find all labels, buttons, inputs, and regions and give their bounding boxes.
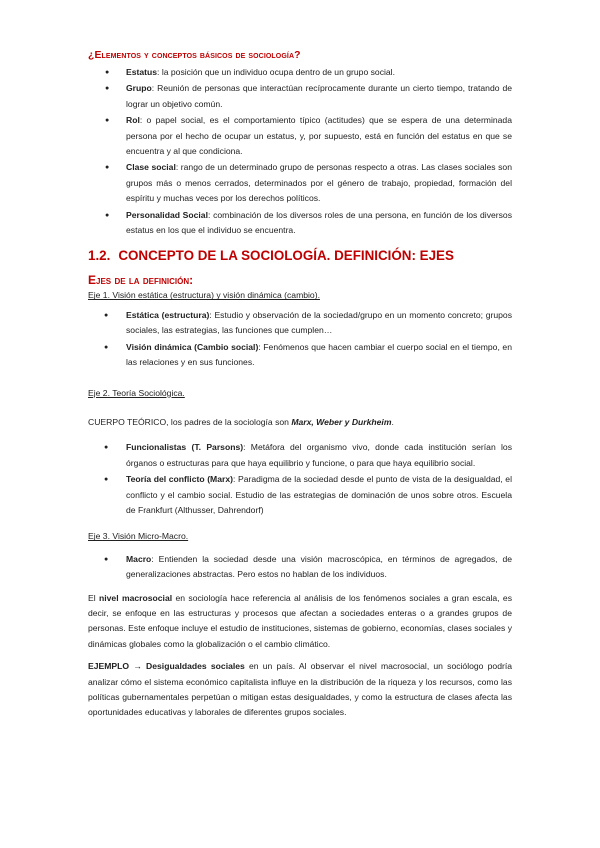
eje2-intro: CUERPO TEÓRICO, los padres de la sociología son Marx, Weber y Durkheim. xyxy=(88,416,394,427)
list-item: ● Estatus: la posición que un individuo ocupa dentro de un grupo social. xyxy=(88,65,512,80)
term: Personalidad Social xyxy=(126,209,208,220)
eje-heading: Eje 1. Visión estática (estructura) y visión dinámica (cambio). xyxy=(88,290,320,301)
definition: o papel social, es el comportamiento típico (actitudes) que se espera de una determinada persona por el hecho de ocupar un estatus, y, por supuesto, está en función del estatus en que se encuentra y al que condiciona. xyxy=(126,115,512,157)
term: Teoría del conflicto (Marx) xyxy=(126,474,233,485)
founders-names: Marx, Weber y Durkheim xyxy=(291,416,392,427)
definition: : Metáfora del organismo vivo, donde cada institución serían los órganos o estructuras para que haya equilibrio y funcione, o para que haya equilibrio social. xyxy=(126,442,513,468)
eje3-list xyxy=(88,552,512,583)
list-item xyxy=(88,472,512,518)
eje-heading: Eje 3. Visión Micro-Macro. xyxy=(88,531,189,542)
definition: rango de un determinado grupo de personas respecto a otras. Las clases sociales son grupos más o menos cerrados, determinados por el género de trabajo, propiedad, formación del espíritu y muchas veces por los derechos políticos. xyxy=(126,162,512,204)
chapter-title: CONCEPTO DE LA SOCIOLOGÍA. DEFINICIÓN: EJES xyxy=(118,248,454,264)
chapter-heading xyxy=(88,247,512,265)
term: Visión dinámica (Cambio social) xyxy=(126,341,259,352)
term: Desigualdades sociales xyxy=(146,661,245,672)
definition: : Paradigma de la sociedad desde el punto de vista de la desigualdad, el conflicto y el cambio social. Estudio de las estrategias de dominación de unos sobre otros. Escuela de Frankfurt (Althusser, Dahrendorf) xyxy=(126,474,512,515)
term: Rol xyxy=(126,115,140,126)
definition: la posición que un individuo ocupa dentro de un grupo social. xyxy=(161,67,395,77)
term: Macro xyxy=(126,553,152,564)
list-item xyxy=(88,552,512,583)
definition: Reunión de personas que interactúan recíprocamente durante un cierto tiempo, tratando de lograr un objetivo común. xyxy=(126,83,513,109)
list-item: ● Grupo: Reunión de personas que interactúan recíprocamente durante un cierto tiempo, tratando de lograr un objetivo común. xyxy=(88,81,512,112)
list-item: ● Clase social: rango de un determinado grupo de personas respecto a otras. Las clases sociales son grupos más o menos cerrados, determinados por el género de trabajo, propiedad, formación del espíritu y muchas veces por los derechos políticos. xyxy=(88,160,512,206)
term: Estática (estructura) xyxy=(126,309,210,320)
eje1-list xyxy=(88,308,512,371)
subsection-title: Ejes de la definición: xyxy=(88,273,194,288)
list-item xyxy=(88,340,512,371)
section-title: ¿Elementos y conceptos básicos de sociología? xyxy=(88,50,301,61)
list-item: ● Rol: o papel social, es el comportamiento típico (actitudes) que se espera de una determinada persona por el hecho de ocupar un estatus, y, por supuesto, está en función del estatus en que se encuentra y al que condiciona. xyxy=(88,113,512,159)
term: Grupo xyxy=(126,83,152,94)
eje-heading: Eje 2. Teoría Sociológica. xyxy=(88,387,185,398)
example-label: EJEMPLO xyxy=(88,661,130,672)
chapter-number: 1.2. xyxy=(88,248,111,264)
definition: : Entienden la sociedad desde una visión macroscópica, en términos de agregados, de generalizaciones abstractas. Pero estos no hablan de los individuos. xyxy=(126,553,512,580)
definition: : Fenómenos que hacen cambiar el cuerpo social en el tiempo, en las relaciones y en sus funciones. xyxy=(126,341,512,368)
term: Funcionalistas (T. Parsons) xyxy=(126,442,244,453)
term: nivel macrosocial xyxy=(99,592,173,603)
eje2-list xyxy=(88,440,512,518)
definition: combinación de los diversos roles de una persona, en función de los diversos estatus en los que el individuo se encuentra. xyxy=(126,209,513,236)
definition: : Estudio y observación de la sociedad/grupo en un momento concreto; grupos sociales, las estrategias, las funciones que cumplen… xyxy=(126,309,513,336)
example-paragraph: EJEMPLO → Desigualdades sociales en un país. Al observar el nivel macrosocial, un sociólogo podría analizar cómo el sistema económico capitalista influye en la distribución de la riqueza y los recursos, como las políticas gubernamentales perpetúan o mitigan estas desigualdades, y como la estructura de clases afecta las oportunidades educativas y laborales de diferentes grupos sociales. xyxy=(88,661,513,718)
concepts-list xyxy=(88,65,512,238)
list-item xyxy=(88,308,512,339)
macrosocial-paragraph: El nivel macrosocial en sociología hace referencia al análisis de los fenómenos sociales a gran escala, es decir, se enfoque en las estructuras y procesos que afectan a sociedades enteras o a grandes grupos de personas. Este enfoque incluye el estudio de instituciones, sistemas de gobierno, economías, clases sociales y dinámicas globales como la globalización o el cambio climático. xyxy=(88,592,513,649)
list-item xyxy=(88,440,512,471)
term: Clase social xyxy=(126,162,176,173)
arrow-icon: → xyxy=(129,661,147,672)
list-item: ● Personalidad Social: combinación de los diversos roles de una persona, en función de los diversos estatus en los que el individuo se encuentra. xyxy=(88,208,512,239)
term: Estatus xyxy=(126,67,158,77)
